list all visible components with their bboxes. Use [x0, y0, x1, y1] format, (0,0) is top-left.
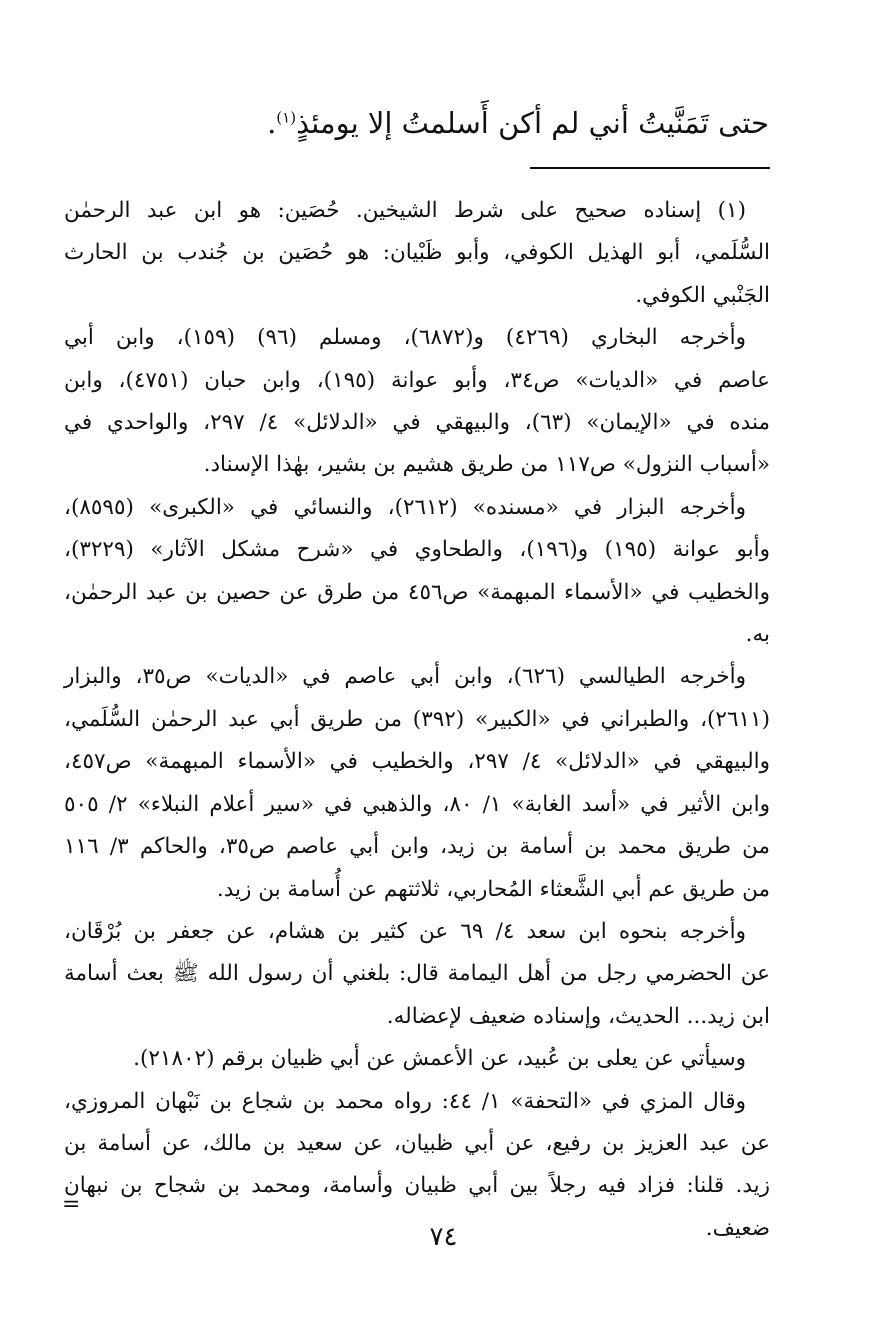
footnote-line: من طريق محمد بن أسامة بن زيد، وابن أبي عاصم ص٣٥، والحاكم ٣/ ١١٦ — [64, 834, 770, 860]
footnote-line: وابن الأثير في «أسد الغابة» ١/ ٨٠، والذهبي في «سير أعلام النبلاء» ٢/ ٥٠٥ — [64, 791, 771, 817]
footnote-line: (١) إسناده صحيح على شرط الشيخين. حُصَين: هو ابن عبد الرحمٰن — [64, 198, 746, 223]
page-number: ٧٤ — [429, 1222, 458, 1252]
footnote-line: ضعيف. — [705, 1215, 770, 1241]
footnote-paragraph — [64, 190, 770, 317]
footnote-line: زيد. قلنا: فزاد فيه رجلاً بين أبي ظبيان وأسامة، ومحمد بن شجاح بن نبهان — [64, 1173, 770, 1199]
main-text-line: حتى تَمَنَّيتُ أني لم أكن أَسلمتُ إلا يومئذٍ — [296, 106, 769, 140]
footnote-paragraph — [64, 911, 770, 1038]
footnote-line: عن الحضرمي رجل من أهل اليمامة قال: بلغني أن رسول الله ﷺ بعث أسامة — [64, 961, 770, 987]
footnotes — [64, 190, 770, 1250]
footnote-line: وأخرجه البخاري (٤٢٦٩) و(٦٨٧٢)، ومسلم (٩٦) (١٥٩)، وابن أبي — [64, 325, 746, 351]
footnote-line: وأخرجه بنحوه ابن سعد ٤/ ٦٩ عن كثير بن هشام، عن جعفر بن بُرْقَان، — [64, 918, 746, 944]
footnote-line: وأخرجه الطيالسي (٦٢٦)، وابن أبي عاصم في «الديات» ص٣٥، والبزار — [64, 664, 747, 690]
footnote-line: والخطيب في «الأسماء المبهمة» ص٤٥٦ من طرق عن حصين بن عبد الرحمٰن، — [64, 579, 770, 605]
footnote-line: وأبو عوانة (١٩٥) و(١٩٦)، والطحاوي في «شرح مشكل الآثار» (٣٢٢٩)، — [64, 537, 770, 563]
footnote-line: منده في «الإيمان» (٦٣)، والبيهقي في «الدلائل» ٤/ ٢٩٧، والواحدي في — [64, 410, 770, 436]
footnote-line: والبيهقي في «الدلائل» ٤/ ٢٩٧، والخطيب في «الأسماء المبهمة» ص٤٥٧، — [64, 749, 770, 775]
footnote-line: به. — [745, 622, 770, 648]
footnote-separator — [530, 167, 770, 169]
footnote-line: من طريق عم أبي الشَّعثاء المُحاربي، ثلاثتهم عن أُسامة بن زيد. — [216, 876, 770, 902]
footnote-line: وأخرجه البزار في «مسنده» (٢٦١٢)، والنسائي في «الكبرى» (٨٥٩٥)، — [64, 494, 746, 520]
footnote-reference: (١) — [276, 108, 297, 127]
footnote-line: ابن زيد... الحديث، وإسناده ضعيف لإعضاله. — [386, 1003, 770, 1029]
footnote-line: عاصم في «الديات» ص٣٤، وأبو عوانة (١٩٥)، وابن حبان (٤٧٥١)، وابن — [64, 367, 771, 393]
main-text-period: . — [267, 106, 277, 140]
footnote-line: (٢٦١١)، والطبراني في «الكبير» (٣٩٢) من طريق أبي عبد الرحمٰن السُّلَمي، — [64, 706, 770, 732]
footnote-line: «أسباب النزول» ص١١٧ من طريق هشيم بن بشير، بهٰذا الإسناد. — [203, 452, 770, 478]
footnote-line: وسيأتي عن يعلى بن عُبيد، عن الأعمش عن أبي ظبيان برقم (٢١٨٠٢). — [133, 1046, 746, 1072]
footnote-line: وقال المزي في «التحفة» ١/ ٤٤: رواه محمد بن شجاع بن نَبْهان المروزي، — [64, 1088, 746, 1114]
footnote-line: السُّلَمي، أبو الهذيل الكوفي، وأبو ظَبْيان: هو حُصَين بن جُندب بن الحارث — [64, 240, 770, 266]
continuation-mark: = — [62, 1192, 81, 1217]
main-text — [60, 98, 769, 148]
footnote-paragraph — [64, 1038, 770, 1080]
footnote-line: الجَنْبي الكوفي. — [635, 282, 770, 308]
footnote-line: عن عبد العزيز بن رفيع، عن أبي ظبيان، عن سعيد بن مالك، عن أسامة بن — [64, 1130, 770, 1156]
footnote-paragraph — [64, 656, 770, 910]
footnote-paragraph — [64, 317, 770, 487]
footnote-paragraph — [64, 487, 770, 657]
